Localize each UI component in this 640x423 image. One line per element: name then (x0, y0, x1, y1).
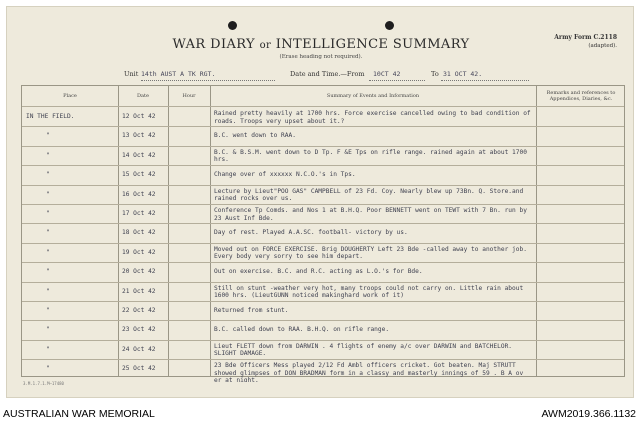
entry-summary: Moved out on FORCE EXERCISE. Brig DOUGHERTY Left 23 Bde -called away to another job. Every body very sorry to see him depart. (214, 245, 527, 261)
entry-date: 15 Oct 42 (122, 171, 156, 179)
diary-table (21, 85, 625, 383)
footer-institution: AUSTRALIAN WAR MEMORIAL (3, 408, 155, 420)
entry-summary: Returned from stunt. (214, 307, 289, 314)
header-place: Place (63, 93, 77, 99)
entry-date: 13 Oct 42 (122, 132, 156, 140)
entry-date: 23 Oct 42 (122, 326, 156, 334)
date-from: 10CT 42 (373, 70, 401, 78)
date-to-label: To (431, 70, 439, 78)
entry-summary: B.C. called down to RAA. B.H.Q. on rifle range. (214, 326, 390, 334)
entry-place: " (46, 248, 50, 256)
entry-date: 19 Oct 42 (122, 248, 156, 256)
unit-underline (141, 80, 275, 81)
header-summary: Summary of Events and Information (326, 93, 420, 99)
entry-date: 17 Oct 42 (122, 210, 156, 217)
header-date: Date (137, 93, 149, 99)
punch-hole (385, 21, 394, 30)
diary-entry-row (22, 146, 624, 166)
diary-entry-row (22, 185, 624, 205)
date-to-underline (441, 80, 529, 81)
header-remarks: Remarks and references to Appendices, Diaries, &c. (546, 90, 616, 102)
printer-mark: 3.M.1.7.1.M—17480 (23, 381, 64, 386)
entry-summary: Lieut FLETT down from DARWIN . 4 flights of enemy a/c over DARWIN and BATCHELOR. SLIGHT DAMAGE. (214, 342, 513, 358)
date-to: 31 OCT 42. (443, 70, 483, 78)
entry-place: " (46, 326, 50, 334)
entry-place: " (46, 132, 50, 140)
army-form-label: Army Form C.2118 (adapted). (554, 34, 617, 49)
entry-place: " (46, 365, 50, 373)
entry-place: " (46, 190, 50, 198)
diary-sheet (6, 6, 634, 398)
punch-hole (228, 21, 237, 30)
diary-entry-row (22, 340, 624, 360)
date-from-underline (369, 80, 425, 81)
entry-date: 16 Oct 42 (122, 190, 156, 198)
entry-place: " (46, 210, 50, 217)
entry-summary: B.C. & B.S.M. went down to D Tp. F &E Tps on rifle range. rained again at about 1700 hrs. (214, 148, 527, 164)
entry-place: " (46, 151, 50, 159)
entry-date: 25 Oct 42 (122, 365, 156, 373)
date-label: Date and Time.—From (290, 70, 365, 78)
diary-entry-row (22, 282, 624, 302)
diary-entry-row (22, 204, 624, 224)
diary-entry-row (22, 223, 624, 243)
form-title: WAR DIARY or INTELLIGENCE SUMMARY (172, 37, 470, 52)
diary-entry-row (22, 359, 624, 383)
unit-value: 14th AUST A TK RGT. (141, 70, 216, 78)
entry-date: 12 Oct 42 (122, 113, 156, 120)
entry-date: 20 Oct 42 (122, 268, 156, 276)
footer-accession-number: AWM2019.366.1132 (541, 408, 636, 420)
header-hour: Hour (182, 93, 196, 99)
diary-entry-row (22, 126, 624, 146)
entry-place: IN THE FIELD. (26, 113, 75, 120)
diary-entry-row (22, 243, 624, 263)
entry-summary: Conference Tp Comds. and Nos 1 at B.H.Q. Poor BENNETT went on TEWT with 7 Bn. run by 23 Aust Inf Bde. (214, 207, 527, 222)
entry-place: " (46, 229, 50, 237)
diary-entry-row (22, 107, 624, 127)
entry-date: 24 Oct 42 (122, 345, 156, 353)
entry-place: " (46, 345, 50, 353)
entry-date: 18 Oct 42 (122, 229, 156, 237)
entry-summary: 23 Bde Officers Mess played 2/12 Fd Ambl officers cricket. Got beaten. Maj STRUTT showed glimpses of DON BRADMAN form in a classy and masterly innings of 59 . B A ov er at night. (214, 362, 524, 383)
diary-entry-row (22, 320, 624, 340)
diary-entry-row (22, 165, 624, 185)
entry-date: 22 Oct 42 (122, 307, 156, 314)
entry-summary: Change over of xxxxxx N.C.O.'s in Tps. (214, 171, 356, 179)
form-subtitle: (Erase heading not required). (279, 54, 363, 60)
diary-entry-row (22, 262, 624, 282)
entry-place: " (46, 307, 50, 314)
entry-summary: Lecture by Lieut"POO GAS" CAMPBELL of 23 Fd. Coy. Nearly blew up 73Bn. Q. Store.and rained rocks over us. (214, 187, 524, 203)
entry-date: 21 Oct 42 (122, 287, 156, 295)
unit-label: Unit (124, 70, 139, 78)
entry-place: " (46, 268, 50, 276)
entry-summary: Rained pretty heavily at 1700 hrs. Force exercise cancelled owing to bad condition of roads. Troops very upset about it.? (214, 110, 531, 125)
diary-entry-row (22, 301, 624, 321)
entry-date: 14 Oct 42 (122, 151, 156, 159)
entry-place: " (46, 287, 50, 295)
entry-place: " (46, 171, 50, 179)
entry-summary: Out on exercise. B.C. and R.C. acting as L.O.'s for Bde. (214, 268, 423, 276)
entry-summary: Still on stunt -weather very hot, many troops could not carry on. Little rain about 1600 hrs. (LieutGUNN noticed makinghard work of it) (214, 284, 524, 300)
unit-date-line (7, 70, 635, 82)
entry-summary: B.C. went down to RAA. (214, 132, 296, 140)
entry-summary: Day of rest. Played A.A.SC. football- victory by us. (214, 229, 408, 237)
